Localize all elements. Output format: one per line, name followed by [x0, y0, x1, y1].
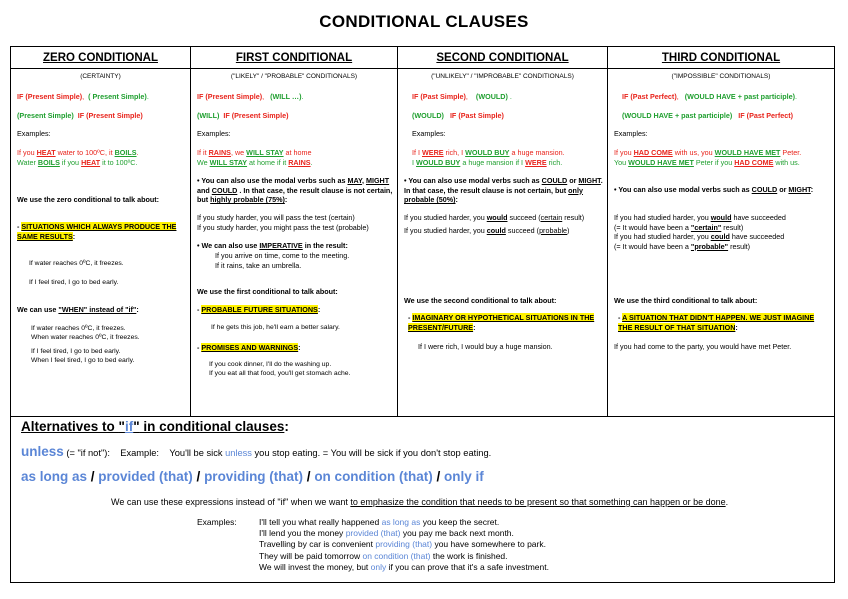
examples-label: Examples: — [412, 129, 446, 138]
when-heading: We can use "WHEN" instead of "if": — [17, 305, 139, 314]
conditionals-table — [10, 46, 835, 583]
example-lines: If you HEAT water to 100ºC, it BOILS. Water BOILS if you HEAT it to 100ºC. — [17, 148, 139, 167]
column-heading: THIRD CONDITIONAL — [661, 52, 781, 64]
structure-line-2: (WOULD) IF (Past Simple) — [412, 111, 504, 120]
alternative-expressions: as long as / provided (that) / providing (that) / on condition (that) / only if — [21, 469, 484, 484]
page-title: CONDITIONAL CLAUSES — [319, 12, 529, 31]
structure-line-1: IF (Past Simple), (WOULD) . — [412, 92, 512, 101]
when-examples: If water reaches 0ºC, it freezes. When water reaches 0ºC, it freezes. If I feel tired, I go to bed early. When I feel tired, I go to bed early. — [31, 325, 140, 364]
usage-heading: We use the zero conditional to talk about: — [17, 195, 160, 204]
examples-label: Examples: — [17, 129, 51, 138]
usage-example-1: If water reaches 0ºC, it freezes. — [29, 260, 124, 267]
probable-example: If he gets this job, he'll earn a better salary. — [211, 324, 340, 331]
column-heading: ZERO CONDITIONAL — [43, 52, 158, 64]
structure-line-1: IF (Present Simple), (WILL …). — [197, 92, 304, 101]
second-conditional-column — [398, 47, 608, 417]
section-divider — [11, 416, 834, 417]
imperative-note: • We can also use IMPERATIVE in the result: — [197, 241, 348, 250]
examples-label: Examples: — [614, 129, 648, 138]
structure-line-2: (WILL) IF (Present Simple) — [197, 111, 289, 120]
usage-item-promises: - PROMISES AND WARNINGS: — [197, 343, 301, 352]
alternatives-examples-label: Examples: — [197, 517, 237, 527]
usage-heading: We use the third conditional to talk about: — [614, 296, 758, 305]
example-lines: If I WERE rich, I WOULD BUY a huge mansion. I WOULD BUY a huge mansion if I WERE rich. — [412, 148, 565, 167]
usage-item: - A SITUATION THAT DIDN'T HAPPEN. WE JUST IMAGINE THE RESULT OF THAT SITUATION: — [618, 313, 815, 332]
structure-line-1: IF (Past Perfect), (WOULD HAVE + past participle). — [622, 92, 798, 101]
example-lines: If you HAD COME with us, you WOULD HAVE MET Peter. You WOULD HAVE MET Peter if you HAD COME with us. — [614, 148, 802, 167]
modal-note: • You can also use modal verbs such as COULD or MIGHT: — [614, 185, 814, 194]
imperative-examples: If you arrive on time, come to the meeting. If it rains, take an umbrella. — [215, 251, 350, 270]
usage-heading: We use the second conditional to talk about: — [404, 296, 557, 305]
usage-example: If I were rich, I would buy a huge mansion. — [418, 342, 553, 351]
structure-line-1: IF (Present Simple), ( Present Simple). — [17, 92, 149, 101]
emphasis-note: We can use these expressions instead of "if" when we want to emphasize the condition that needs to be present so that something can happen or be done. — [111, 497, 729, 507]
examples-label: Examples: — [197, 129, 231, 138]
unless-line: unless (= "if not"): Example: You'll be sick unless you stop eating. = You will be sick if you don't stop eating. — [21, 444, 492, 459]
alternatives-examples: I'll tell you what really happened as long as you keep the secret. I'll lend you the money provided (that) you pay me back next month. Travelling by car is convenient providing (that) you have somewhere to park. They will be paid tomorrow on condition (that) the work is finished. We will invest the money, but only if you can prove that it's a safe investment. — [259, 517, 549, 572]
zero-conditional-column — [11, 47, 191, 417]
usage-item: - IMAGINARY OR HYPOTHETICAL SITUATIONS IN THE PRESENT/FUTURE: — [408, 313, 595, 332]
column-subtitle: ("IMPOSSIBLE" CONDITIONALS) — [671, 73, 771, 80]
first-conditional-column — [191, 47, 398, 417]
usage-item: - SITUATIONS WHICH ALWAYS PRODUCE THE SAME RESULTS: — [17, 222, 177, 241]
usage-example-2: If I feel tired, I go to bed early. — [29, 279, 119, 286]
promise-examples: If you cook dinner, I'll do the washing up. If you eat all that food, you'll get stomach ache. — [209, 361, 351, 377]
structure-line-2: (Present Simple) IF (Present Simple) — [17, 111, 143, 120]
column-subtitle: (CERTAINTY) — [80, 73, 121, 80]
usage-example: If you had come to the party, you would have met Peter. — [614, 342, 792, 351]
structure-line-2: (WOULD HAVE + past participle) IF (Past Perfect) — [622, 111, 794, 120]
modal-note: • You can also use the modal verbs such as MAY, MIGHT and COULD . In that case, the result clause is not certain, but highly probable (75%): — [197, 176, 393, 205]
modal-examples: If you study harder, you will pass the test (certain) If you study harder, you might pass the test (probable) — [197, 213, 369, 232]
column-subtitle: ("UNLIKELY" / "IMPROBABLE" CONDITIONALS) — [431, 73, 574, 80]
third-conditional-column — [608, 47, 834, 417]
column-heading: FIRST CONDITIONAL — [235, 52, 353, 64]
modal-note: • You can also use modal verbs such as COULD or MIGHT. In that case, the result clause is not certain, but only probable (50%): — [404, 176, 603, 205]
modal-examples: If you had studied harder, you would have succeeded (= It would have been a "certain" result) If you had studied harder, you could have succeeded (= It would have been a "probable" result) — [614, 213, 786, 251]
column-heading: SECOND CONDITIONAL — [436, 52, 569, 64]
usage-heading: We use the first conditional to talk about: — [197, 287, 338, 296]
alternatives-title: Alternatives to "if" in conditional clauses: — [21, 419, 289, 434]
column-subtitle: ("LIKELY" / "PROBABLE" CONDITIONALS) — [230, 73, 358, 80]
example-lines: If it RAINS, we WILL STAY at home We WILL STAY at home if it RAINS. — [197, 148, 313, 167]
modal-examples: If you studied harder, you would succeed (certain result) If you studied harder, you could succeed (probable) — [404, 213, 585, 235]
usage-item-probable: - PROBABLE FUTURE SITUATIONS: — [197, 305, 321, 314]
